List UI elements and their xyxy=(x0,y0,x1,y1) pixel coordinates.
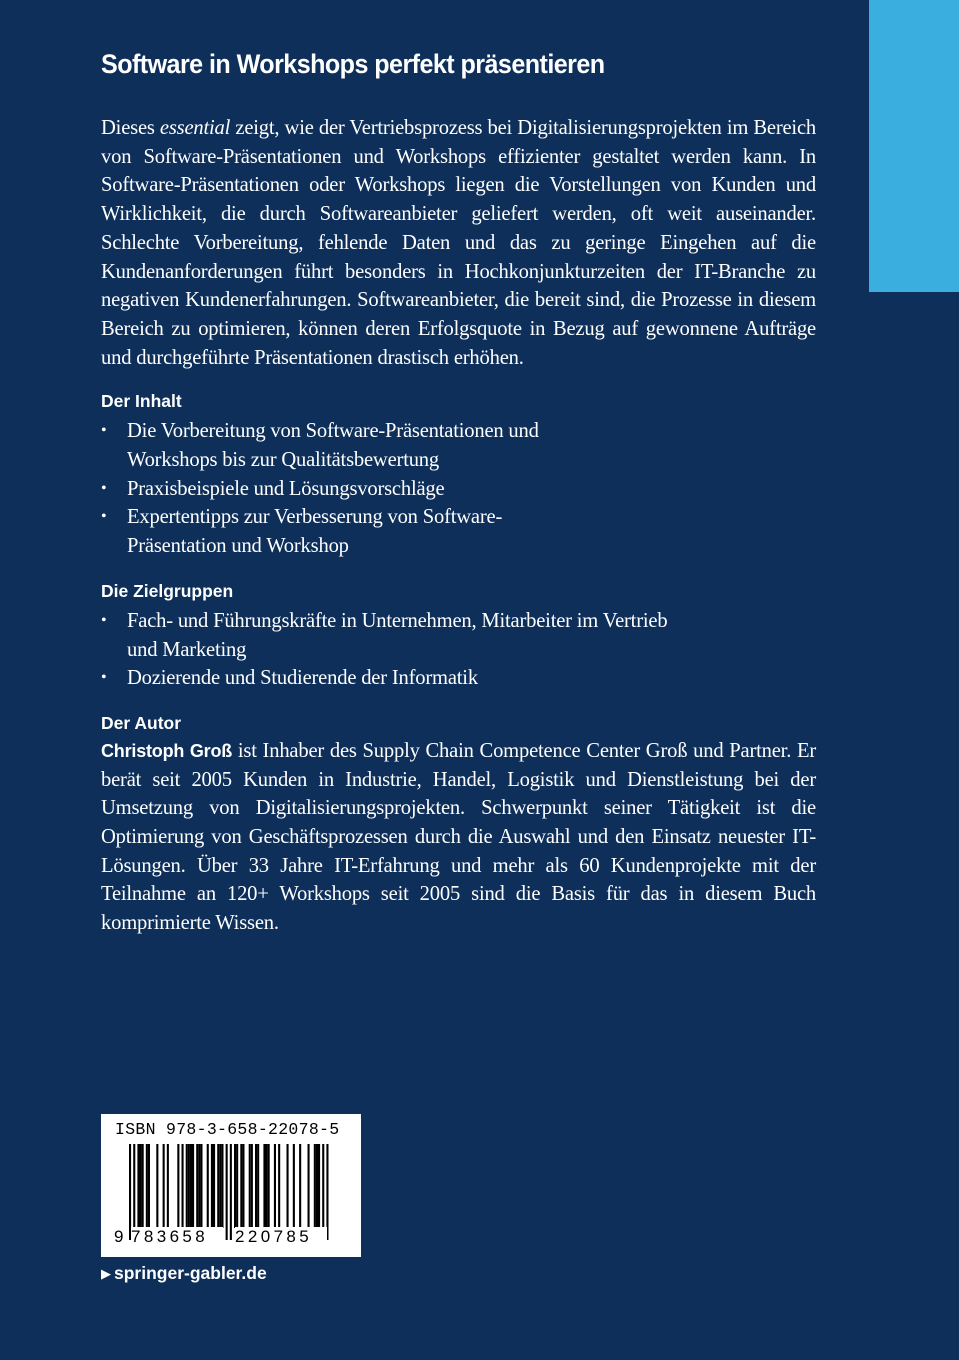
inhalt-list xyxy=(101,417,816,561)
barcode-bar xyxy=(196,1144,198,1228)
zielgruppen-heading: Die Zielgruppen xyxy=(101,580,234,601)
barcode-bar xyxy=(287,1144,289,1228)
barcode-bar xyxy=(140,1144,142,1228)
barcode-bar xyxy=(156,1144,158,1228)
barcode-bar xyxy=(308,1144,310,1228)
inhalt-item: • Die Vorbereitung von Software-Präsentationen und Workshops bis zur Qualitätsbewertung xyxy=(101,417,597,474)
barcode-bar xyxy=(255,1144,257,1228)
barcode-bar xyxy=(318,1144,320,1228)
barcode-bar xyxy=(142,1144,144,1228)
barcode-bar xyxy=(198,1144,200,1228)
barcode-bar xyxy=(314,1144,316,1228)
barcode-bar xyxy=(322,1144,324,1240)
barcode-bar xyxy=(316,1144,318,1228)
zielgruppen-item: • Dozierende und Studierende der Informatik xyxy=(101,664,816,693)
barcode-bar xyxy=(190,1144,192,1228)
barcode-bar xyxy=(240,1144,242,1228)
author-bio: ist Inhaber des Supply Chain Competence Center Groß und Partner. Er berät seit 2005 Kunden in Industrie, Handel, Logistik und Dienstleistung bei der Umsetzung von Digitalisierungsprojekten. Schwerpunkt seiner Tätigkeit ist die Optimierung von Geschäftsprozessen durch die Auswahl und den Einsatz neuester IT-Lösungen. Über 33 Jahre IT-Erfahrung und mehr als 60 Kundenprojekte mit der Teilnahme an 120+ Workshops seit 2005 sind die Basis für das in diesem Buch komprimierte Wissen. xyxy=(101,739,816,935)
barcode-bar xyxy=(182,1144,184,1228)
intro-pre: Dieses xyxy=(101,117,160,139)
zielgruppen-item: • Fach- und Führungskräfte in Unternehmen, Mitarbeiter im Vertrieb und Marketing xyxy=(101,607,687,664)
barcode-bar xyxy=(129,1144,131,1240)
publisher-url: springer-gabler.de xyxy=(114,1263,267,1283)
ean-first-digit: 9 xyxy=(114,1227,124,1246)
barcode-bar xyxy=(137,1144,139,1228)
barcode-bar xyxy=(163,1144,165,1228)
barcode-bar xyxy=(186,1144,188,1228)
barcode-bar xyxy=(266,1144,268,1228)
barcode-bar xyxy=(177,1144,179,1228)
barcode-bar xyxy=(146,1144,148,1228)
barcode-bar xyxy=(219,1144,221,1228)
inhalt-item: • Expertentipps zur Verbesserung von Software-Präsentation und Workshop xyxy=(101,503,527,560)
zielgruppen-list xyxy=(101,607,816,693)
barcode-bar xyxy=(226,1144,228,1240)
ean-left-digits: 783658 xyxy=(131,1227,223,1247)
barcode-bar xyxy=(188,1144,190,1228)
barcode-bar xyxy=(326,1144,328,1240)
barcode-bar xyxy=(213,1144,215,1228)
barcode-bar xyxy=(230,1144,232,1240)
barcode-bar xyxy=(217,1144,219,1228)
barcode-bar xyxy=(133,1144,135,1240)
barcode-bar xyxy=(236,1144,238,1228)
barcode-bar xyxy=(207,1144,209,1228)
barcode-bar xyxy=(167,1144,169,1228)
barcode-bar xyxy=(249,1144,251,1228)
triangle-right-icon: ▶ xyxy=(101,1266,111,1281)
barcode-bar xyxy=(192,1144,194,1228)
isbn-label: ISBN 978-3-658-22078-5 xyxy=(115,1120,340,1139)
barcode-bar xyxy=(211,1144,213,1228)
intro-paragraph xyxy=(101,114,816,372)
barcode-bar xyxy=(234,1144,236,1228)
barcode-bar xyxy=(148,1144,150,1228)
barcode-bar xyxy=(263,1144,265,1228)
author-name: Christoph Groß xyxy=(101,740,233,761)
barcode-bar xyxy=(251,1144,253,1228)
barcode-bar xyxy=(221,1144,223,1228)
barcode-bar xyxy=(257,1144,259,1228)
barcode-bar xyxy=(278,1144,280,1228)
publisher-link[interactable] xyxy=(101,1260,267,1287)
ean-right-digits: 220785 xyxy=(235,1227,327,1247)
back-cover-content xyxy=(101,44,816,938)
author-paragraph xyxy=(101,737,816,938)
intro-emphasis: essential xyxy=(159,117,231,139)
isbn-barcode xyxy=(101,1114,361,1257)
barcode-bar xyxy=(274,1144,276,1228)
autor-heading: Der Autor xyxy=(101,712,182,733)
intro-post: zeigt, wie der Vertriebsprozess bei Digitalisierungsprojekten im Bereich von Software-Präsentationen und Workshops effizienter gestaltet werden kann. In Software-Präsentationen oder Workshops liegen die Vorstellungen von Kunden und Wirklichkeit, die durch Softwareanbieter geliefert werden, oft weit auseinander. Schlechte Vorbereitung, fehlende Daten und das zu geringe Eingehen auf die Kundenanforderungen führt besonders in Hochkonjunkturzeiten der IT-Branche zu negativen Kundenerfahrungen. Softwareanbieter, die bereit sind, die Prozesse in diesem Bereich zu optimieren, können deren Erfolgsquote in Bezug auf gewonnene Aufträge und durchgeführte Präsentationen drastisch erhöhen. xyxy=(101,117,816,369)
inhalt-item: • Praxisbeispiele und Lösungsvorschläge xyxy=(101,475,816,504)
barcode-bar xyxy=(242,1144,244,1228)
barcode-bar xyxy=(299,1144,301,1228)
inhalt-heading: Der Inhalt xyxy=(101,391,182,412)
barcode-bar xyxy=(268,1144,270,1228)
accent-bar xyxy=(869,0,959,292)
barcode-bar xyxy=(200,1144,202,1228)
barcode-bar xyxy=(293,1144,295,1228)
book-title: Software in Workshops perfekt präsentieren xyxy=(101,49,605,79)
